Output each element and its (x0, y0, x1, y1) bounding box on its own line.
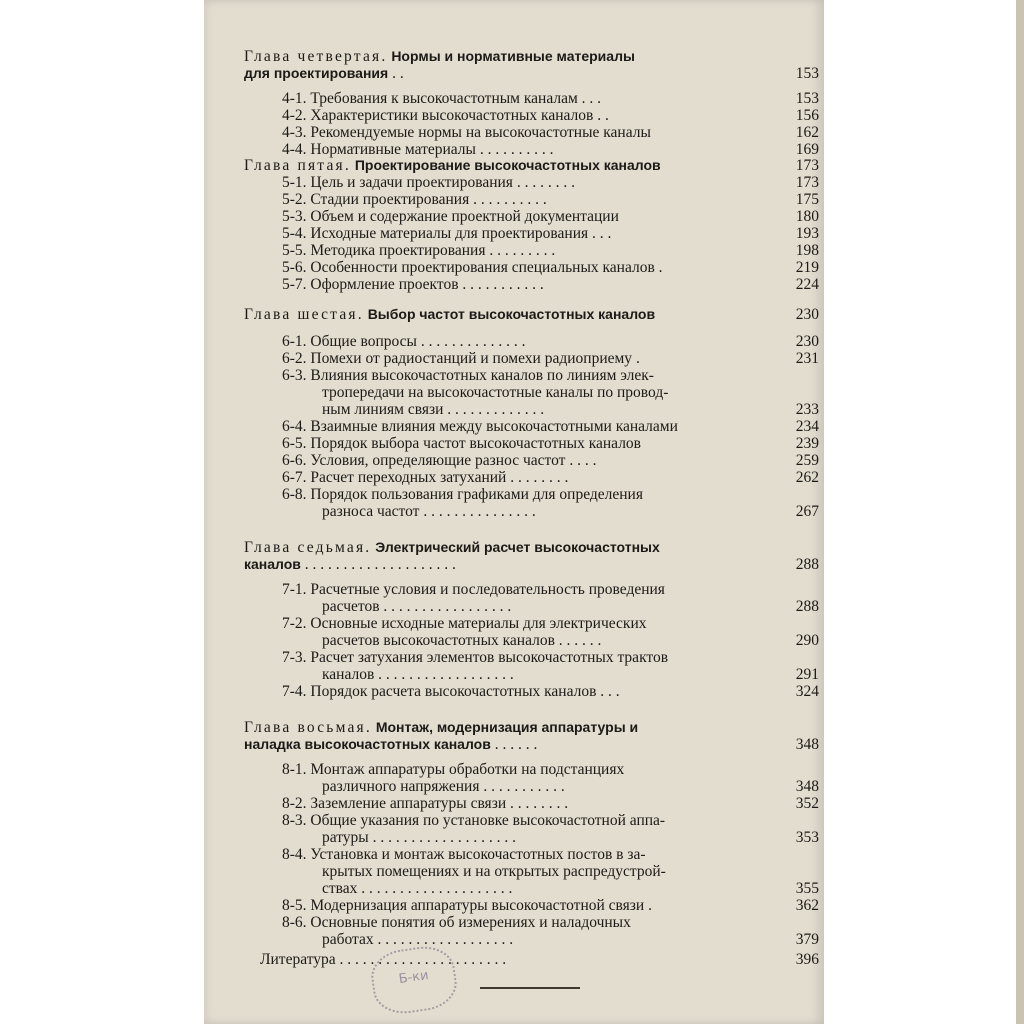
section-number: 6-7. (282, 469, 307, 486)
section-line (282, 469, 568, 486)
page-number: 153 (795, 90, 819, 107)
section-title: Условия, определяющие разнос частот (310, 452, 566, 469)
literature-entry: Литература . . . . . . . . . . . . . . . . . . . . . . (260, 951, 507, 968)
chapter-heading (244, 48, 635, 65)
section-number: 5-6. (282, 259, 307, 276)
dot-leader: . . . . . . . . . . . . . (443, 401, 545, 418)
page-number: 291 (795, 666, 819, 683)
section-title: Порядок расчета высокочастотных каналов (310, 683, 597, 700)
page-number: 353 (795, 829, 819, 846)
section-number: 5-3. (282, 208, 307, 225)
section-title: Методика проектирования (310, 242, 486, 259)
page-number: 233 (795, 401, 819, 418)
section-line (282, 191, 547, 208)
section-line (282, 141, 553, 158)
section-line (282, 649, 668, 666)
dot-leader: . . . . . . (554, 632, 602, 649)
section-line (282, 486, 643, 503)
section-title-continued: крытых помещениях и на открытых распредустрой- (322, 863, 666, 880)
page-number: 180 (795, 208, 819, 225)
section-title: Расчет затухания элементов высокочастотных трактов (310, 649, 669, 666)
section-number: 4-2. (282, 107, 307, 124)
section-line (282, 897, 652, 914)
section-line (282, 581, 665, 598)
section-title: Оформление проектов (310, 276, 459, 293)
section-number: 8-6. (282, 914, 307, 931)
section-title: Порядок выбора частот высокочастотных каналов (310, 435, 642, 452)
section-line (282, 846, 646, 863)
section-line (282, 276, 544, 293)
chapter-title-continued (244, 65, 404, 82)
page-number: 231 (795, 350, 819, 367)
section-number: 5-7. (282, 276, 307, 293)
section-number: 6-2. (282, 350, 307, 367)
page-number: 173 (795, 174, 819, 191)
dot-leader: . . . . . . . . . . . . . . . . . . (374, 666, 514, 683)
page-number: 156 (795, 107, 819, 124)
section-title: Нормативные материалы (310, 141, 476, 158)
section-title: Общие вопросы (310, 333, 417, 350)
dot-leader: . . . . (565, 452, 597, 469)
section-number: 8-2. (282, 795, 307, 812)
section-number: 6-3. (282, 367, 307, 384)
dot-leader: . . . . . . . . . . (475, 141, 554, 158)
dot-leader: . . . . . . . . . . . . . . . . . (379, 598, 512, 615)
section-line (282, 367, 654, 384)
section-title: Взаимные влияния между высокочастотными каналами (310, 418, 678, 435)
dot-leader: . . . . . . . . . . . . . . . . . . . . (300, 556, 456, 573)
section-number: 8-1. (282, 761, 307, 778)
section-number: 4-3. (282, 124, 307, 141)
chapter-title: Нормы и нормативные материалы (391, 48, 635, 64)
dot-leader: . (644, 897, 652, 914)
page-number: 262 (795, 469, 819, 486)
section-title: Порядок пользования графиками для определения (310, 486, 643, 503)
section-title-continued: ным линиям связи . . . . . . . . . . . . . (322, 401, 545, 418)
chapter-title: для проектирования (244, 65, 389, 81)
dot-leader: . . (593, 107, 609, 124)
book-page (204, 0, 824, 1024)
chapter-label: Глава восьмая. (244, 719, 372, 736)
section-title: Влияния высокочастотных каналов по линиям элек- (310, 367, 654, 384)
section-number: 6-6. (282, 452, 307, 469)
chapter-heading (244, 719, 638, 736)
chapter-heading (244, 157, 661, 174)
dot-leader: . . . . . . . . . . . . . . . (419, 503, 536, 520)
section-title: Модернизация аппаратуры высокочастотной связи (310, 897, 645, 914)
section-line (282, 242, 555, 259)
section-number: 6-4. (282, 418, 307, 435)
page-number: 193 (795, 225, 819, 242)
chapter-label: Глава четвертая. (244, 48, 388, 65)
chapter-title: каналов (244, 556, 301, 572)
section-line (282, 225, 611, 242)
page-number: 219 (795, 259, 819, 276)
dot-leader: . (632, 350, 640, 367)
chapter-title: Выбор частот высокочастотных каналов (367, 306, 656, 322)
section-line (282, 124, 651, 141)
section-line (282, 615, 647, 632)
section-number: 7-4. (282, 683, 307, 700)
page-number: 169 (795, 141, 819, 158)
page-number: 153 (795, 65, 819, 82)
page-number: 234 (795, 418, 819, 435)
section-number: 5-1. (282, 174, 307, 191)
section-number: 5-2. (282, 191, 307, 208)
dot-leader: . . . . . . . . (506, 795, 569, 812)
page-number: 230 (795, 333, 819, 350)
page-number: 355 (795, 880, 819, 897)
section-number: 8-4. (282, 846, 307, 863)
dot-leader: . . . . . . (490, 736, 538, 753)
page-number: 288 (795, 556, 819, 573)
section-title: Заземление аппаратуры связи (310, 795, 507, 812)
page-number: 348 (795, 736, 819, 753)
library-stamp: Б-ки (368, 942, 460, 1017)
section-number: 7-1. (282, 581, 307, 598)
chapter-heading (244, 306, 655, 323)
section-line (282, 333, 525, 350)
page-number: 396 (795, 951, 819, 968)
dot-leader: . . . . . . . . . . . . . . . . . . (373, 931, 514, 948)
section-title: Расчет переходных затуханий (310, 469, 507, 486)
dot-leader: . . . . . . . . . (485, 242, 556, 259)
section-line (282, 208, 619, 225)
section-number: 6-5. (282, 435, 307, 452)
page-edge-shadow (1016, 0, 1024, 1024)
dot-leader: . . . . . . . . . . . . . . . . . . . (368, 829, 516, 846)
section-number: 6-8. (282, 486, 307, 503)
section-line (282, 107, 609, 124)
dot-leader: . . . . . . . . (506, 469, 569, 486)
page-number: 288 (795, 598, 819, 615)
section-title-continued: ствах . . . . . . . . . . . . . . . . . . . . (322, 880, 513, 897)
section-line (282, 350, 640, 367)
dot-leader: . . . . . . . . (512, 174, 575, 191)
section-title: Особенности проектирования специальных каналов (310, 259, 655, 276)
section-title: Рекомендуемые нормы на высокочастотные каналы (310, 124, 651, 141)
section-title: Основные исходные материалы для электрических (310, 615, 647, 632)
page-number: 290 (795, 632, 819, 649)
section-line (282, 683, 620, 700)
page-number: 198 (795, 242, 819, 259)
section-line (282, 812, 665, 829)
page-number: 230 (795, 306, 819, 323)
page-number: 239 (795, 435, 819, 452)
section-number: 8-3. (282, 812, 307, 829)
section-title: Общие указания по установке высокочастотной аппа- (310, 812, 666, 829)
section-title: Расчетные условия и последовательность проведения (310, 581, 665, 598)
section-number: 5-5. (282, 242, 307, 259)
dot-leader: . . . . . . . . . . . . . . . . . . . . (357, 880, 513, 897)
section-title: Основные понятия об измерениях и наладочных (310, 914, 631, 931)
page-number: 224 (795, 276, 819, 293)
section-title-continued: различного напряжения . . . . . . . . . . . (322, 778, 565, 795)
section-line (282, 435, 641, 452)
section-line (282, 259, 663, 276)
dot-leader: . (654, 259, 663, 276)
page-number: 379 (795, 931, 819, 948)
page-number: 324 (795, 683, 819, 700)
page-number: 175 (795, 191, 819, 208)
section-line (282, 914, 631, 931)
section-title-continued: разноса частот . . . . . . . . . . . . . . . (322, 503, 536, 520)
dot-leader: . . . . . . . . . . (469, 191, 547, 208)
dot-leader: . . . (588, 225, 612, 242)
section-number: 4-1. (282, 90, 307, 107)
section-title: Требования к высокочастотным каналам (310, 90, 578, 107)
page-number: 173 (795, 157, 819, 174)
section-title-continued: ратуры . . . . . . . . . . . . . . . . . . . (322, 829, 516, 846)
chapter-title: Электрический расчет высокочастотных (375, 539, 660, 555)
section-number: 4-4. (282, 141, 307, 158)
section-title-continued: каналов . . . . . . . . . . . . . . . . . . (322, 666, 514, 683)
chapter-title-continued (244, 736, 537, 753)
chapter-title-continued (244, 556, 456, 573)
section-line (282, 452, 596, 469)
page-number: 362 (795, 897, 819, 914)
section-number: 5-4. (282, 225, 307, 242)
bottom-rule (480, 987, 580, 989)
dot-leader: . . (388, 65, 404, 82)
section-title: Исходные материалы для проектирования (310, 225, 589, 242)
section-line (282, 90, 601, 107)
section-number: 8-5. (282, 897, 307, 914)
page-number: 162 (795, 124, 819, 141)
chapter-label: Глава шестая. (244, 306, 364, 323)
chapter-title: наладка высокочастотных каналов (244, 736, 491, 752)
section-line (282, 761, 624, 778)
chapter-title: Проектирование высокочастотных каналов (354, 157, 661, 173)
section-title: Установка и монтаж высокочастотных постов в за- (310, 846, 646, 863)
section-title-continued: расчетов . . . . . . . . . . . . . . . . . (322, 598, 512, 615)
section-title: Цель и задачи проектирования (310, 174, 513, 191)
section-number: 6-1. (282, 333, 307, 350)
section-title-continued: работах . . . . . . . . . . . . . . . . . . (322, 931, 514, 948)
section-line (282, 174, 575, 191)
section-title: Монтаж аппаратуры обработки на подстанциях (310, 761, 625, 778)
dot-leader: . . . (596, 683, 620, 700)
page-number: 259 (795, 452, 819, 469)
section-number: 7-3. (282, 649, 307, 666)
dot-leader: . . . . . . . . . . . . . . . . . . . . . . (335, 951, 507, 968)
dot-leader: . . . (577, 90, 602, 107)
section-title-continued: тропередачи на высокочастотные каналы по провод- (322, 384, 669, 401)
section-title: Стадии проектирования (310, 191, 470, 208)
page-number: 352 (795, 795, 819, 812)
chapter-title: Монтаж, модернизация аппаратуры и (375, 719, 639, 735)
chapter-label: Глава седьмая. (244, 539, 372, 556)
section-title: Характеристики высокочастотных каналов (310, 107, 594, 124)
dot-leader: . . . . . . . . . . . (479, 778, 565, 795)
page-number: 267 (795, 503, 819, 520)
page-number: 348 (795, 778, 819, 795)
section-title-continued: расчетов высокочастотных каналов . . . . . . (322, 632, 602, 649)
section-number: 7-2. (282, 615, 307, 632)
dot-leader: . . . . . . . . . . . . . . (416, 333, 526, 350)
chapter-heading (244, 539, 660, 556)
chapter-label: Глава пятая. (244, 157, 351, 174)
section-title: Помехи от радиостанций и помехи радиоприему (310, 350, 633, 367)
section-line (282, 795, 568, 812)
dot-leader: . . . . . . . . . . . (458, 276, 544, 293)
section-title: Объем и содержание проектной документации (310, 208, 619, 225)
section-line (282, 418, 678, 435)
